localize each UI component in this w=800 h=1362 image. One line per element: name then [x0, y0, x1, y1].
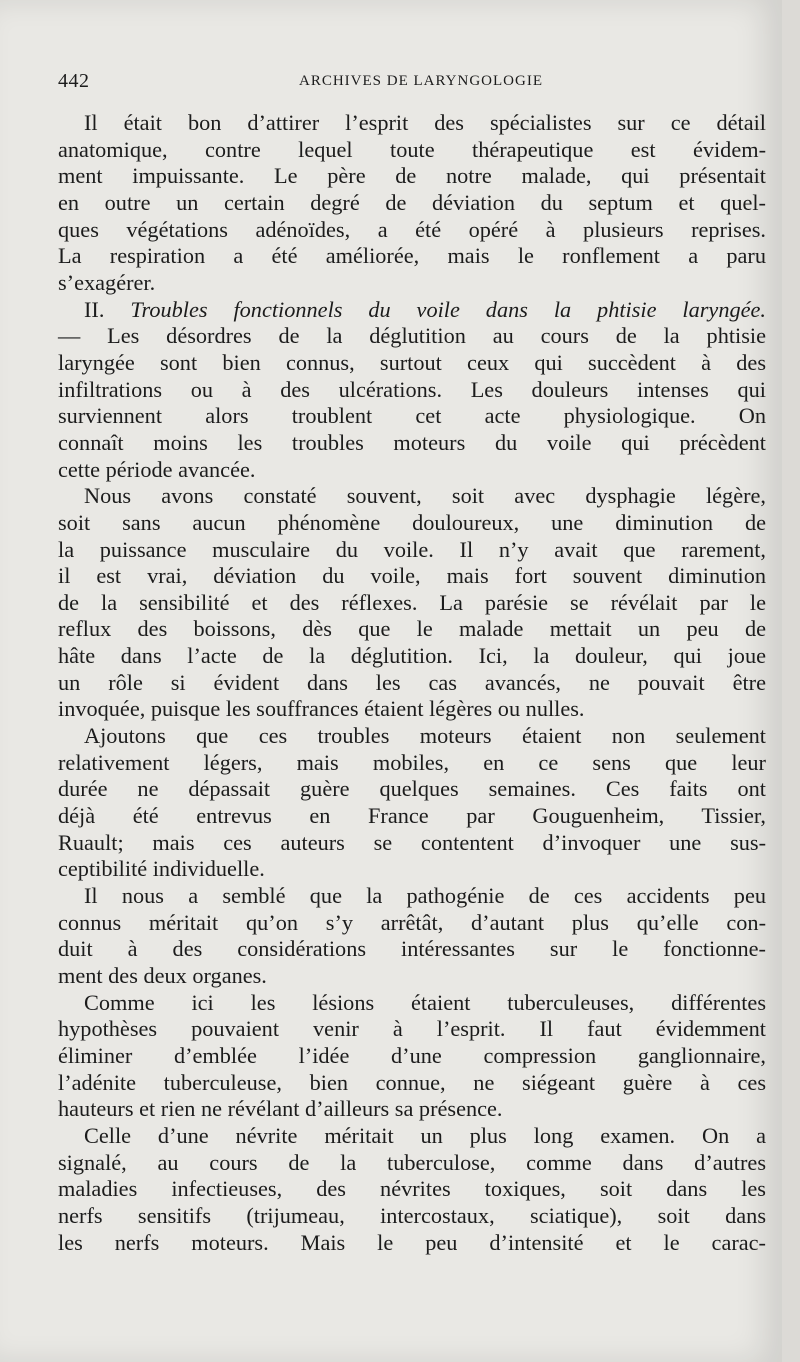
text-line: laryngée sont bien connus, surtout ceux qui succèdent à des: [58, 349, 766, 375]
text-line: hâte dans l’acte de la déglutition. Ici, la douleur, qui joue: [58, 643, 766, 669]
page-header: [58, 70, 744, 94]
text-line: l’adénite tuberculeuse, bien connue, ne siégeant guère à ces: [58, 1069, 766, 1095]
text-line: reflux des boissons, dès que le malade mettait un peu de: [58, 616, 766, 642]
text-line: Ruault; mais ces auteurs se contentent d’invoquer une sus-: [58, 829, 766, 855]
text-line: les nerfs moteurs. Mais le peu d’intensité et le carac-: [58, 1229, 766, 1255]
text-line: Nous avons constaté souvent, soit avec dysphagie légère,: [84, 483, 766, 509]
text-line: [58, 297, 766, 324]
text-line: ment des deux organes.: [58, 963, 267, 988]
text-line: Il était bon d’attirer l’esprit des spécialistes sur ce détail: [84, 110, 766, 135]
body-text: [58, 110, 766, 1256]
text-line: hypothèses pouvaient venir à l’esprit. Il faut évidemment: [58, 1016, 766, 1042]
text-line: cette période avancée.: [58, 456, 256, 482]
text-line: Celle d’une névrite méritait un plus long examen. On a: [84, 1122, 766, 1148]
text-line: relativement légers, mais mobiles, en ce sens que leur: [58, 749, 766, 775]
text-line: la puissance musculaire du voile. Il n’y avait que rarement,: [58, 536, 766, 562]
text-line: ment impuissante. Le père de notre malade, qui présentait: [58, 163, 766, 189]
text-line: ceptibilité individuelle.: [58, 856, 265, 882]
text-line: signalé, au cours de la tuberculose, comme dans d’autres: [58, 1149, 766, 1175]
text-line: un rôle si évident dans les cas avancés, ne pouvait être: [58, 669, 766, 695]
text-line: La respiration a été améliorée, mais le ronflement a paru: [58, 243, 766, 269]
text-line: nerfs sensitifs (trijumeau, intercostaux, sciatique), soit dans: [58, 1202, 766, 1228]
text-line: Il nous a semblé que la pathogénie de ces accidents peu: [84, 883, 766, 909]
text-line: connus méritait qu’on s’y arrêtât, d’autant plus qu’elle con-: [58, 909, 766, 935]
text-line: anatomique, contre lequel toute thérapeutique est évidem-: [58, 136, 766, 162]
section-title: Troubles fonctionnels du voile dans la phtisie laryngée.: [130, 296, 766, 322]
text-line: Comme ici les lésions étaient tuberculeuses, différentes: [84, 989, 766, 1015]
text-line: surviennent alors troublent cet acte physiologique. On: [58, 403, 766, 429]
text-line: de la sensibilité et des réflexes. La parésie se révélait par le: [58, 589, 766, 615]
text-line: en outre un certain degré de déviation du septum et quel-: [58, 189, 766, 215]
text-line: hauteurs et rien ne révélant d’ailleurs sa présence.: [58, 1096, 503, 1122]
page-number: 442: [58, 70, 90, 92]
text-line: déjà été entrevus en France par Gouguenheim, Tissier,: [58, 803, 766, 829]
text-line: soit sans aucun phénomène douloureux, une diminution de: [58, 509, 766, 535]
text-line: invoquée, puisque les souffrances étaient légères ou nulles.: [58, 696, 585, 722]
text-line: connaît moins les troubles moteurs du voile qui précèdent: [58, 429, 766, 455]
text-line: ques végétations adénoïdes, a été opéré à plusieurs reprises.: [58, 216, 766, 242]
text-line: durée ne dépassait guère quelques semaines. Ces faits ont: [58, 776, 766, 802]
text-line: maladies infectieuses, des névrites toxiques, soit dans les: [58, 1176, 766, 1202]
text-line: — Les désordres de la déglutition au cours de la phtisie: [58, 323, 766, 349]
text-line: duit à des considérations intéressantes sur le fonctionne-: [58, 936, 766, 962]
section-number: II.: [84, 296, 131, 322]
text-line: s’exagérer.: [58, 269, 156, 295]
text-line: il est vrai, déviation du voile, mais fort souvent diminution: [58, 563, 766, 589]
text-line: infiltrations ou à des ulcérations. Les douleurs intenses qui: [58, 376, 766, 402]
running-title: ARCHIVES DE LARYNGOLOGIE: [299, 73, 543, 89]
text-line: Ajoutons que ces troubles moteurs étaient non seulement: [84, 723, 766, 749]
text-line: éliminer d’emblée l’idée d’une compression ganglionnaire,: [58, 1042, 766, 1068]
